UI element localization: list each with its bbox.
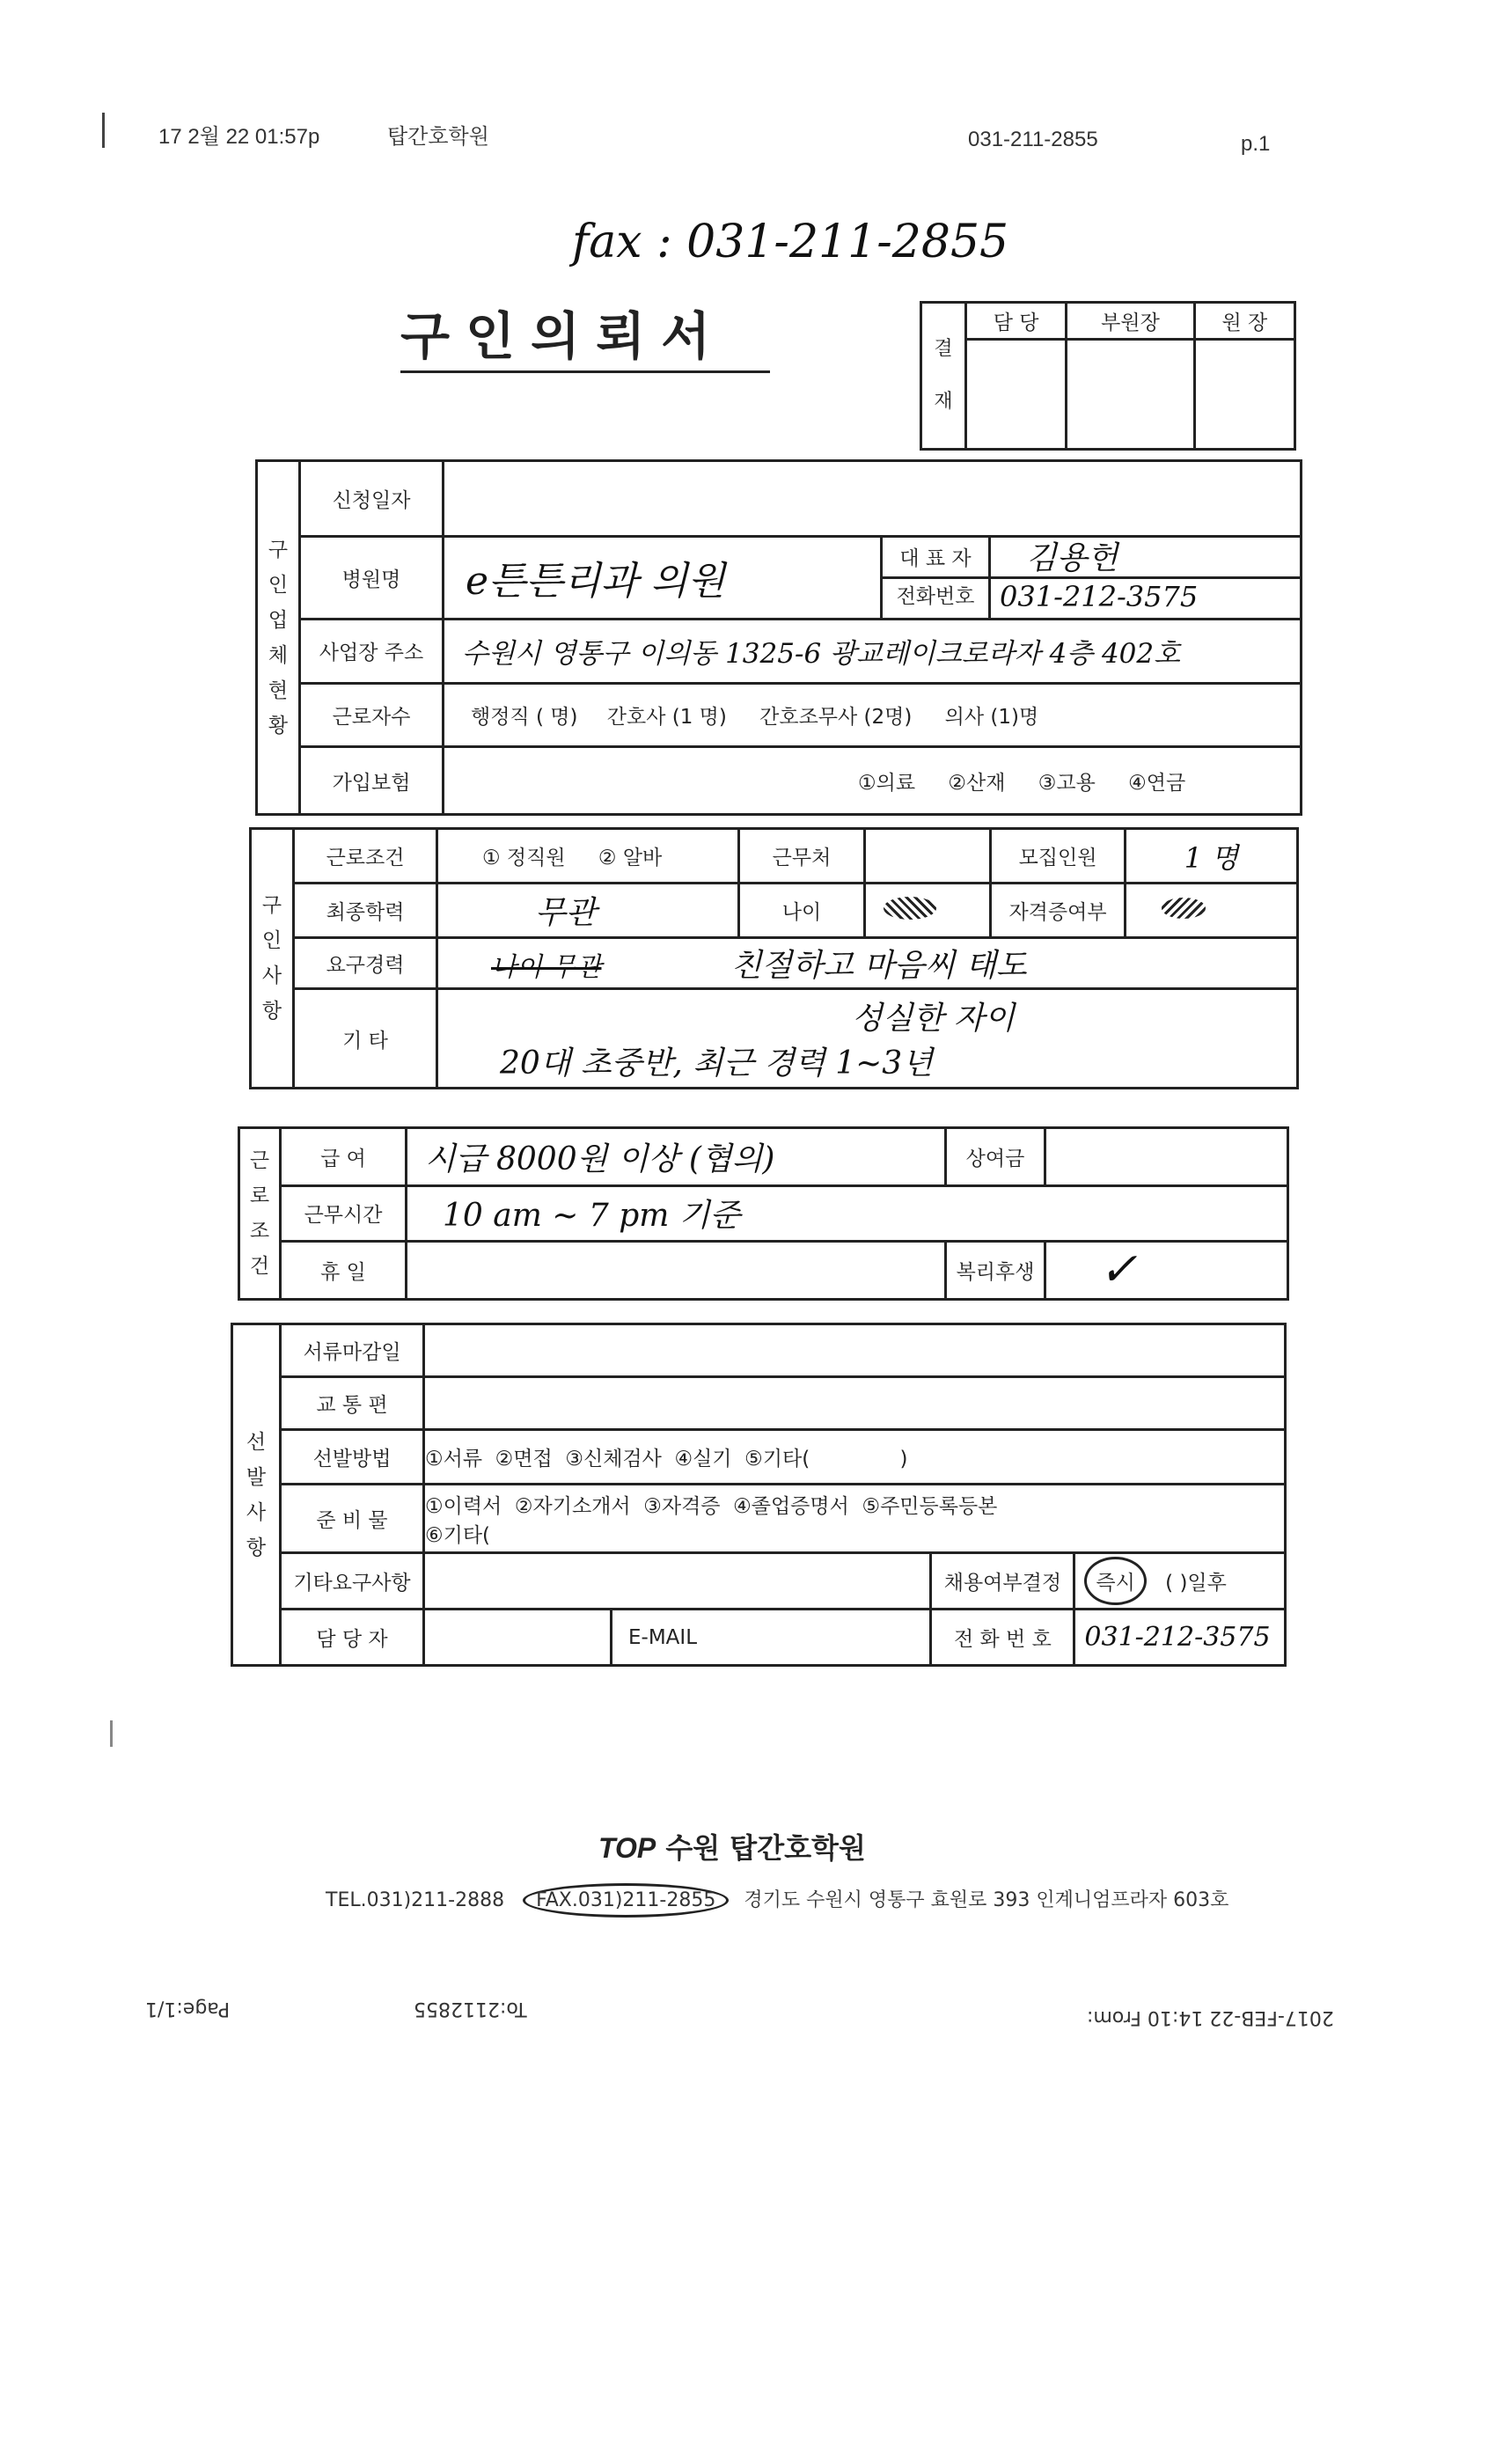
education-value[interactable]: 무관 [535,895,597,931]
fax-date: 17 2월 22 01:57p [158,125,320,149]
job-section [249,827,1299,1089]
fax-number: 031-211-2855 [968,128,1098,151]
approval-sign-3 [1194,340,1294,450]
hire-values [1074,1553,1286,1610]
school-logo: TOP [598,1832,656,1864]
welfare-label: 복리후생 [946,1241,1045,1299]
etc-value-1[interactable]: 성실한 자이 [852,1001,1016,1037]
hours-label: 근무시간 [281,1186,407,1241]
footer-fax: FAX.031)211-2855 [523,1883,729,1918]
address-value[interactable]: 수원시 영통구 이의동 1325-6 광교레이크로라자 4층 402호 [462,638,1181,671]
approval-box [920,301,1296,451]
other-req-label: 기타요구사항 [281,1553,424,1610]
condition-parttime[interactable]: ② 알바 [598,847,663,869]
holiday-value[interactable] [407,1241,946,1299]
etc-label: 기 타 [294,989,437,1089]
workers-doctor[interactable]: 의사 (1)명 [944,705,1039,729]
cert-label: 자격증여부 [991,884,1126,938]
deadline-label: 서류마감일 [281,1324,424,1377]
ceo-phone-values [990,536,1302,619]
trailer-right: Page:1/1 [145,1998,231,2020]
margin-mark [110,1720,113,1747]
insurance-values [444,747,1302,815]
workers-assistant[interactable]: 간호조무사 (2명) [759,705,913,729]
method-items[interactable]: ①서류 ②면접 ③신체검사 ④실기 ⑤기타( ) [424,1430,1286,1485]
docs-values [424,1485,1286,1553]
workplace-value[interactable] [865,829,991,884]
work-section [238,1126,1289,1301]
deadline-value[interactable] [424,1324,1286,1377]
approval-col-2: 부원장 [1067,303,1194,340]
selection-section [231,1323,1287,1667]
fax-page: p.1 [1241,132,1271,156]
etc-value-2[interactable]: 20대 초중반, 최근 경력 1~3년 [500,1045,933,1082]
insurance-item-4[interactable]: ④연금 [1128,771,1186,795]
apply-date-label: 신청일자 [300,461,444,537]
etc-values [437,989,1298,1089]
recruit-value[interactable]: 1 명 [1126,829,1298,884]
workers-values [444,683,1302,746]
recruit-label: 모집인원 [991,829,1126,884]
ceo-label: 대 표 자 [883,541,988,579]
apply-date-value[interactable] [444,461,1302,537]
age-value[interactable] [865,884,991,938]
selection-section-label: 선 발 사 항 [232,1324,281,1666]
footer-contact [326,1883,1228,1918]
salary-label: 급 여 [281,1128,407,1186]
hospital-name-value[interactable]: e튼튼리과 의원 [466,559,726,605]
workers-nurse[interactable]: 간호사 (1 명) [606,705,727,729]
job-section-label: 구 인 사 항 [251,829,294,1089]
docs-items[interactable]: ①이력서 ②자기소개서 ③자격증 ④졸업증명서 ⑤주민등록등본 [425,1494,998,1518]
scribble-mark [884,897,936,920]
docs-label: 준 비 물 [281,1485,424,1553]
scribble-mark [1162,898,1206,919]
cert-value[interactable] [1126,884,1298,938]
career-value[interactable]: 친절하고 마음씨 태도 [730,948,1027,984]
hours-value[interactable]: 10 am ~ 7 pm 기준 [443,1198,741,1235]
approval-side [921,303,966,450]
tel-value[interactable]: 031-212-3575 [1084,1622,1271,1653]
hire-label: 채용여부결정 [931,1553,1074,1610]
fax-sender: 탑간호학원 [387,125,489,149]
career-label: 요구경력 [294,938,437,989]
phone-value[interactable]: 031-212-3575 [1000,579,1199,613]
contact-value[interactable] [424,1610,612,1666]
approval-side-2: 재 [934,391,953,413]
doc-title-block [400,295,770,373]
docs-other[interactable]: ⑥기타( [425,1523,491,1547]
insurance-item-1[interactable]: ①의료 [858,771,916,795]
career-struck: 나이 무관 [491,952,602,983]
handwritten-fax: fax : 031-211-2855 [572,216,1009,268]
trailer-middle: To:2112855 [414,1998,527,2020]
ceo-phone-labels [882,536,990,619]
workplace-label: 근무처 [739,829,865,884]
transport-value[interactable] [424,1377,1286,1430]
salary-value[interactable]: 시급 8000원 이상 (협의) [425,1141,775,1178]
bonus-label: 상여금 [946,1128,1045,1186]
method-label: 선발방법 [281,1430,424,1485]
approval-side-1: 결 [934,338,953,360]
work-section-label: 근 로 조 건 [239,1128,281,1300]
approval-col-1: 담 당 [966,303,1067,340]
insurance-item-3[interactable]: ③고용 [1038,771,1096,795]
other-req-value[interactable] [424,1553,931,1610]
welfare-checkmark: ✓ [1045,1241,1288,1299]
tel-label: 전 화 번 호 [931,1610,1074,1666]
condition-fulltime[interactable]: ① 정직원 [482,847,566,869]
approval-sign-2 [1067,340,1194,450]
condition-values [437,829,739,884]
company-section-label: 구 인 업 체 현 황 [257,461,300,815]
contact-label: 담 당 자 [281,1610,424,1666]
company-section [255,459,1302,816]
footer-tel: TEL.031)211-2888 [326,1889,505,1911]
condition-label: 근로조건 [294,829,437,884]
phone-label: 전화번호 [896,584,975,608]
approval-col-3: 원 장 [1194,303,1294,340]
margin-mark [102,113,105,148]
workers-label: 근로자수 [300,683,444,746]
school-name-block [598,1826,866,1866]
footer-address: 경기도 수원시 영통구 효원로 393 인계니엄프라자 603호 [744,1889,1229,1911]
title-underline [400,370,770,373]
insurance-label: 가입보험 [300,747,444,815]
approval-sign-1 [966,340,1067,450]
trailer-left: 2017-FEB-22 14:10 From: [1087,2006,1334,2028]
education-label: 최종학력 [294,884,437,938]
address-label: 사업장 주소 [300,620,444,683]
school-name: 수원 탑간호학원 [665,1831,866,1865]
holiday-label: 휴 일 [281,1241,407,1299]
ceo-value[interactable]: 김용헌 [991,541,1300,579]
hire-after[interactable]: ( )일후 [1165,1572,1227,1595]
email-label: E-MAIL [612,1610,931,1666]
career-values [437,938,1298,989]
bonus-value[interactable] [1045,1128,1288,1186]
hospital-name-label: 병원명 [300,536,444,619]
insurance-item-2[interactable]: ②산재 [948,771,1006,795]
hire-immediate[interactable]: 즉시 [1084,1557,1146,1605]
doc-title: 구인의뢰서 [400,306,727,366]
transport-label: 교 통 편 [281,1377,424,1430]
age-label: 나이 [739,884,865,938]
workers-admin[interactable]: 행정직 ( 명) [471,705,578,729]
